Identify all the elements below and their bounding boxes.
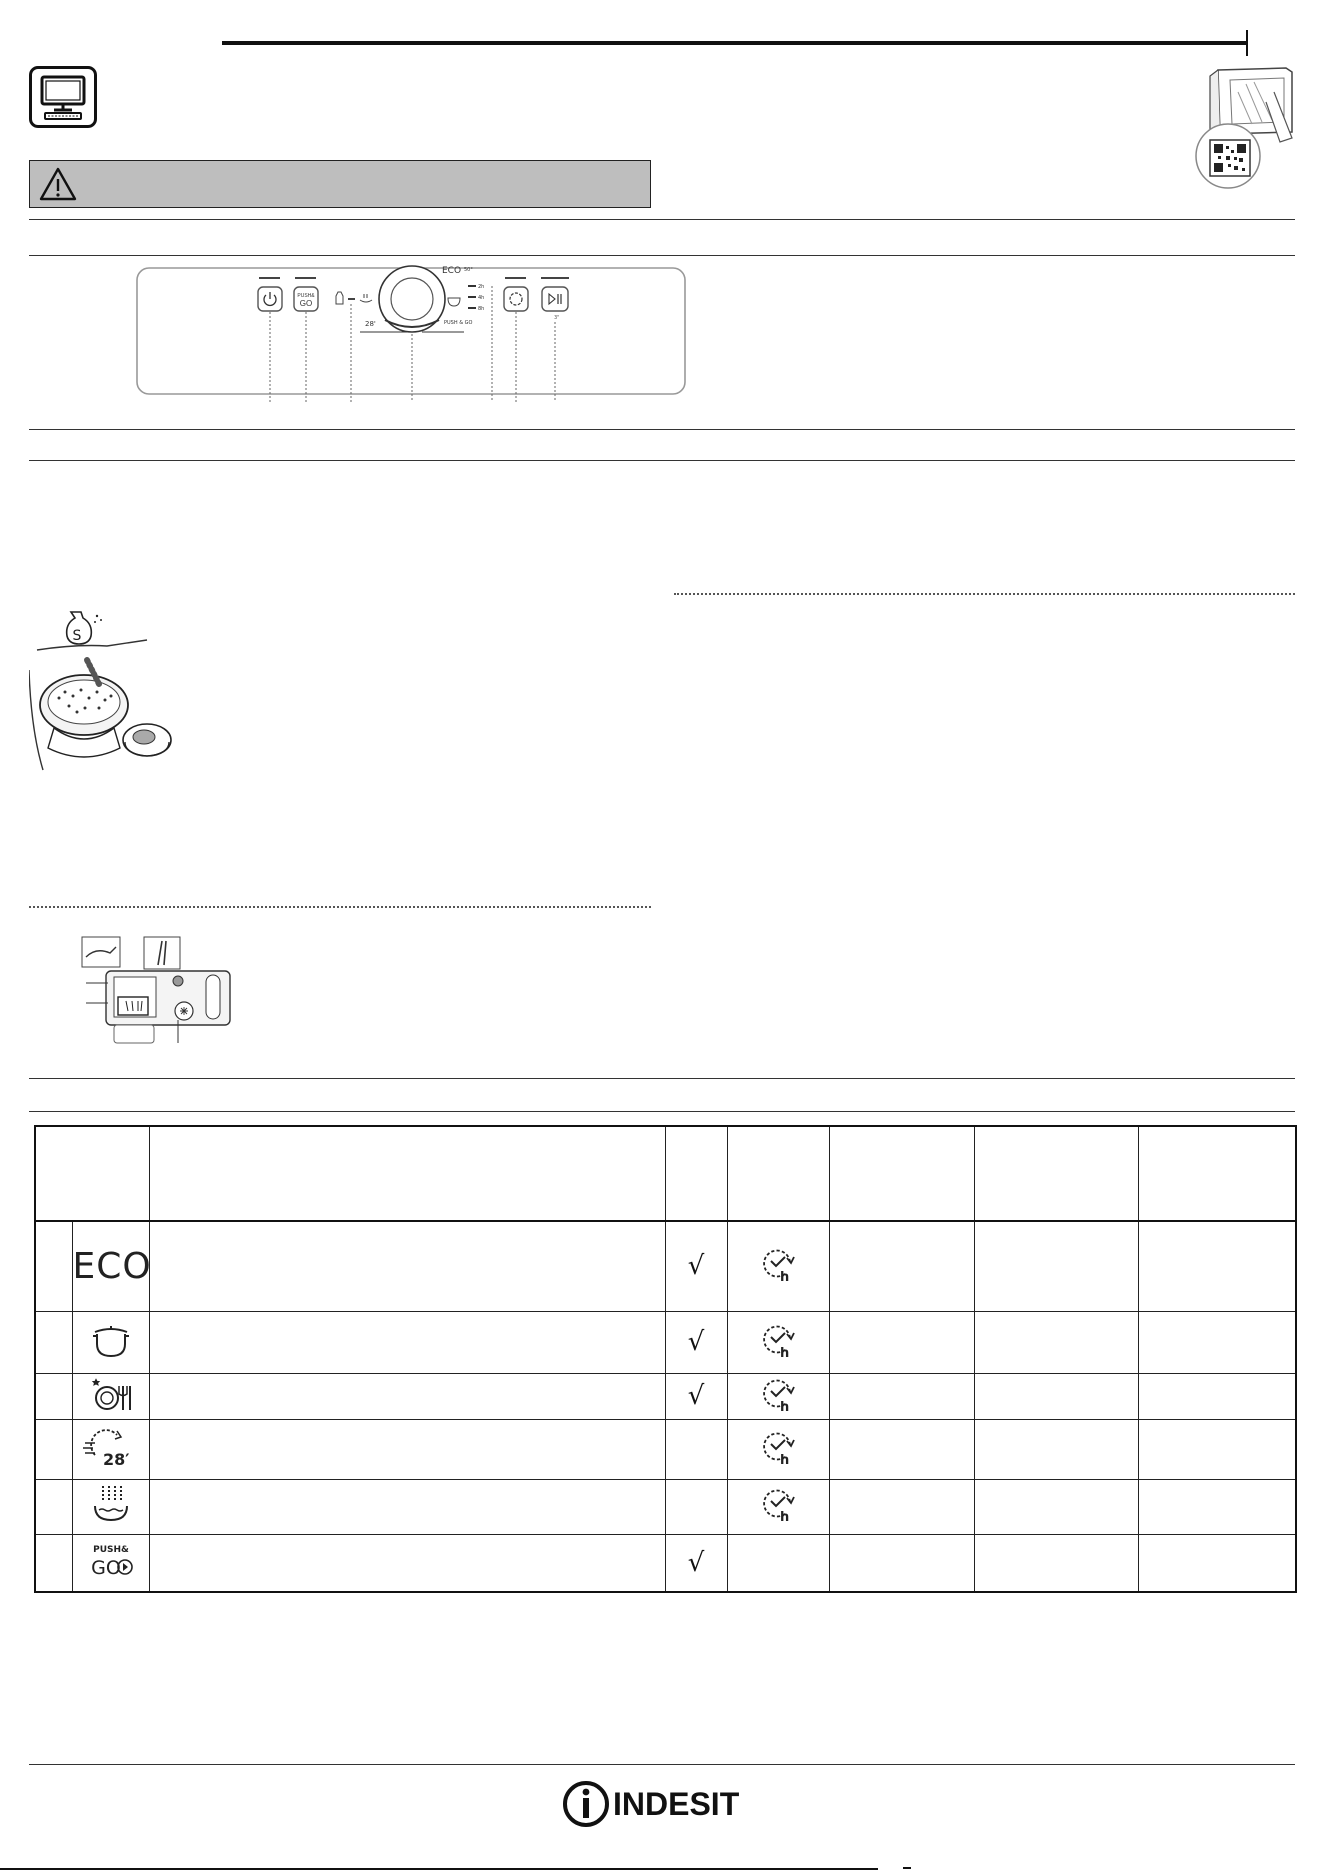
program-selector-knob[interactable] <box>379 266 445 332</box>
bottom-rule-tick <box>903 1867 911 1869</box>
detergent-dispenser-illustration <box>78 935 238 1063</box>
program-table <box>34 1125 1297 1593</box>
dishwasher-qr-code-icon <box>1188 62 1298 190</box>
eco-label: ECO <box>442 266 462 276</box>
daily-dishes-program-icon <box>89 1374 133 1414</box>
delay-start-icon <box>758 1374 798 1414</box>
quick-label: 28' <box>365 320 376 328</box>
svg-text:PUSH&: PUSH& <box>92 1545 129 1556</box>
warning-bar <box>29 160 651 208</box>
push-and-go-program-icon <box>86 1540 136 1580</box>
delay-start-icon <box>758 1427 798 1467</box>
warning-triangle-icon <box>36 164 80 204</box>
monitor-icon <box>32 69 94 125</box>
pot-intensive-program-icon <box>89 1320 133 1360</box>
delay-start-icon <box>758 1320 798 1360</box>
table-header-cell <box>665 1126 727 1221</box>
section-rule <box>29 460 1295 461</box>
delay-start-icon <box>758 1484 798 1524</box>
table-row <box>35 1419 1296 1479</box>
quick-28-program-icon <box>81 1425 141 1469</box>
table-row <box>35 1373 1296 1419</box>
table-row <box>35 1311 1296 1373</box>
dotted-separator <box>29 906 651 908</box>
section-rule <box>29 255 1295 256</box>
prewash-program-icon <box>89 1484 133 1524</box>
salt-filling-illustration <box>29 600 179 775</box>
table-row <box>35 1479 1296 1534</box>
eco-program-icon: ECO <box>72 1221 149 1311</box>
check-mark: √ <box>687 1547 705 1578</box>
row-number-cell <box>35 1221 72 1311</box>
section-rule <box>29 1111 1295 1112</box>
eco-temp-label: 50° <box>464 267 473 273</box>
bottom-rule <box>0 1868 878 1870</box>
table-header-cell <box>1138 1126 1296 1221</box>
table-header-cell <box>35 1126 149 1221</box>
table-header-cell <box>829 1126 974 1221</box>
delay-start-icon <box>758 1244 798 1284</box>
dotted-separator <box>674 593 1295 595</box>
brand-name: INDESIT <box>613 1786 740 1822</box>
svg-text:S: S <box>72 628 82 644</box>
check-mark: √ <box>687 1251 705 1282</box>
svg-text:28′: 28′ <box>102 1449 129 1469</box>
indesit-logo <box>563 1776 773 1836</box>
svg-text:3": 3" <box>554 315 560 321</box>
svg-text:h: h <box>780 1399 790 1414</box>
footer-rule <box>29 1764 1295 1765</box>
section-rule <box>29 429 1295 430</box>
section-rule <box>29 219 1295 220</box>
salt-bag-icon <box>67 612 102 644</box>
monitor-badge <box>29 66 97 128</box>
svg-text:8h: 8h <box>478 306 485 312</box>
table-header-row <box>35 1126 1296 1221</box>
table-header-cell <box>149 1126 665 1221</box>
svg-text:2h: 2h <box>478 284 485 290</box>
control-panel-illustration <box>110 262 720 422</box>
header-rule <box>222 41 1248 45</box>
check-mark: √ <box>687 1327 705 1357</box>
header-rule-end-tick <box>1246 30 1248 56</box>
svg-text:GO: GO <box>299 299 313 308</box>
table-header-cell <box>974 1126 1138 1221</box>
table-header-cell <box>727 1126 829 1221</box>
svg-text:h: h <box>780 1269 790 1284</box>
section-rule <box>29 1078 1295 1079</box>
svg-text:GO: GO <box>90 1557 121 1580</box>
svg-text:h: h <box>780 1452 790 1467</box>
table-row <box>35 1221 1296 1311</box>
svg-text:h: h <box>780 1345 790 1360</box>
check-mark: √ <box>687 1381 705 1411</box>
table-row <box>35 1534 1296 1592</box>
svg-text:PUSH&: PUSH& <box>297 293 315 299</box>
indesit-logo-icon <box>563 1778 609 1830</box>
svg-text:4h: 4h <box>478 295 485 301</box>
svg-text:h: h <box>780 1510 790 1524</box>
push-go-small-label: PUSH & GO <box>444 320 473 326</box>
